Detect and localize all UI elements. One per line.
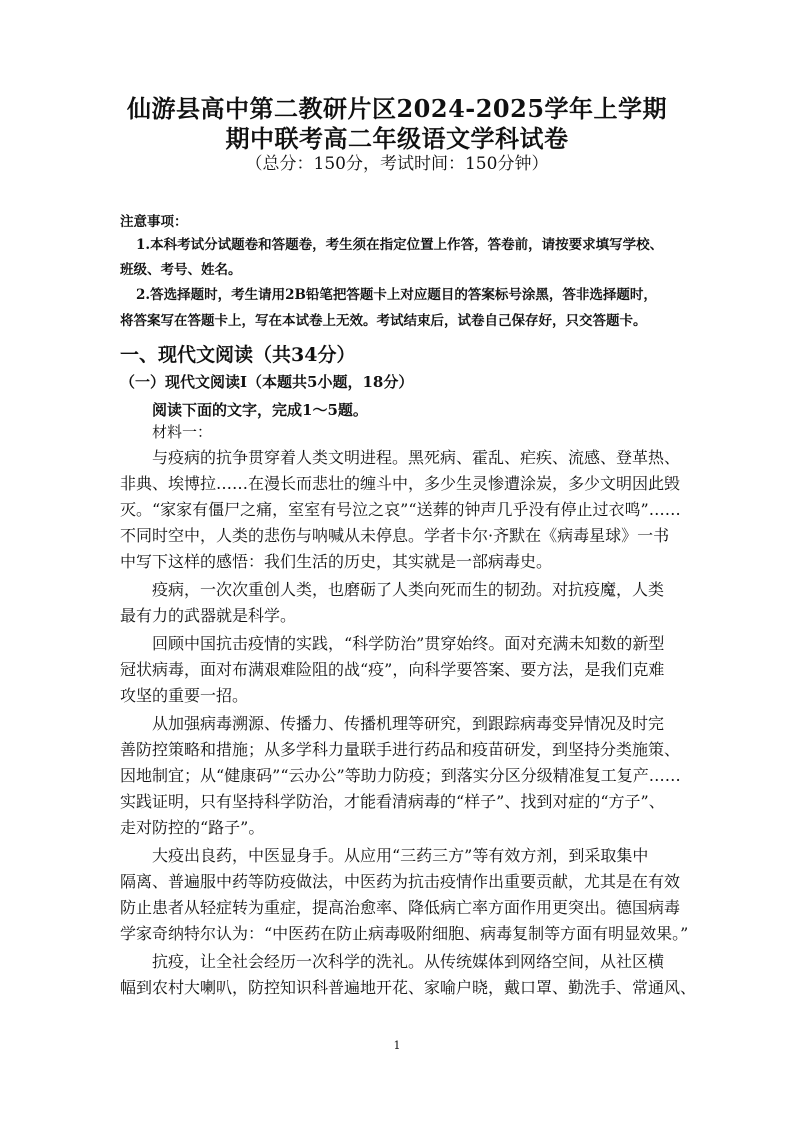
material-label: 材料一：: [152, 423, 213, 441]
exam-title-line-1: 仙游县高中第二教研片区2024-2025学年上学期: [126, 94, 668, 123]
body-line: 防止患者从轻症转为重症，提高治愈率、降低病亡率方面作用更突出。德国病毒: [120, 898, 681, 917]
body-line: 实践证明，只有坚持科学防治，才能看清病毒的“样子”、找到对症的“方子”、: [120, 792, 665, 811]
body-line: 非典、埃博拉……在漫长而悲壮的缠斗中，多少生灵惨遭涂炭，多少文明因此毁: [120, 474, 681, 493]
body-line: 灭。“家家有僵尸之痛，室室有号泣之哀”“送葬的钟声几乎没有停止过衣鸣”……: [120, 500, 681, 519]
body-line: 冠状病毒，面对布满艰难险阻的战“疫”，向科学要答案、要方法，是我们克难: [120, 660, 665, 679]
body-line: 与疫病的抗争贯穿着人类文明进程。黑死病、霍乱、疟疾、流感、登革热、: [152, 448, 681, 467]
section-heading: 一、现代文阅读（共34分）: [120, 344, 356, 366]
notice-line: 将答案写在答题卡上，写在本试卷上无效。考试结束后，试卷自己保存好，只交答题卡。: [120, 313, 647, 329]
notice-line: 2.答选择题时，考生请用2B铅笔把答题卡上对应题目的答案标号涂黑，答非选择题时，: [136, 287, 657, 303]
reading-instruction: 阅读下面的文字，完成1～5题。: [152, 401, 368, 419]
body-line: 走对防控的“路子”。: [120, 818, 265, 837]
body-line: 幅到农村大喇叭，防控知识科普遍地开花、家喻户晓，戴口罩、勤洗手、常通风、: [120, 978, 697, 997]
exam-subtitle: （总分：150分，考试时间：150分钟）: [245, 154, 549, 174]
body-line: 攻坚的重要一招。: [120, 686, 249, 705]
exam-title-line-2: 期中联考高二年级语文学科试卷: [225, 124, 569, 153]
body-line: 大疫出良药，中医显身手。从应用“三药三方”等有效方剂，到采取集中: [152, 846, 649, 865]
page-number: 1: [393, 1039, 401, 1052]
body-line: 最有力的武器就是科学。: [120, 606, 297, 625]
body-line: 不同时空中，人类的悲伤与呐喊从未停息。学者卡尔·齐默在《病毒星球》一书: [120, 526, 670, 545]
body-line: 善防控策略和措施；从多学科力量联手进行药品和疫苗研发，到坚持分类施策、: [120, 740, 681, 759]
body-line: 中写下这样的感悟：我们生活的历史，其实就是一部病毒史。: [120, 552, 553, 571]
body-line: 因地制宜；从“健康码”“云办公”等助力防疫；到落实分区分级精准复工复产……: [120, 766, 681, 785]
notice-line: 1.本科考试分试题卷和答题卷，考生须在指定位置上作答，答卷前，请按要求填写学校、: [136, 237, 664, 253]
notice-heading: 注意事项：: [120, 214, 188, 230]
body-line: 从加强病毒溯源、传播力、传播机理等研究，到跟踪病毒变异情况及时完: [152, 714, 665, 733]
body-line: 抗疫，让全社会经历一次科学的洗礼。从传统媒体到网络空间，从社区横: [152, 952, 665, 971]
body-line: 疫病，一次次重创人类，也磨砺了人类向死而生的韧劲。对抗疫魔，人类: [152, 580, 665, 599]
subsection-heading: （一）现代文阅读Ⅰ（本题共5小题，18分）: [120, 373, 414, 391]
body-line: 隔离、普遍服中药等防疫做法，中医药为抗击疫情作出重要贡献，尤其是在有效: [120, 872, 681, 891]
body-line: 回顾中国抗击疫情的实践，“科学防治”贯穿始终。面对充满未知数的新型: [152, 634, 665, 653]
body-line: 学家奇纳特尔认为：“中医药在防止病毒吸附细胞、病毒复制等方面有明显效果。”: [120, 924, 689, 943]
notice-line: 班级、考号、姓名。: [120, 262, 242, 278]
